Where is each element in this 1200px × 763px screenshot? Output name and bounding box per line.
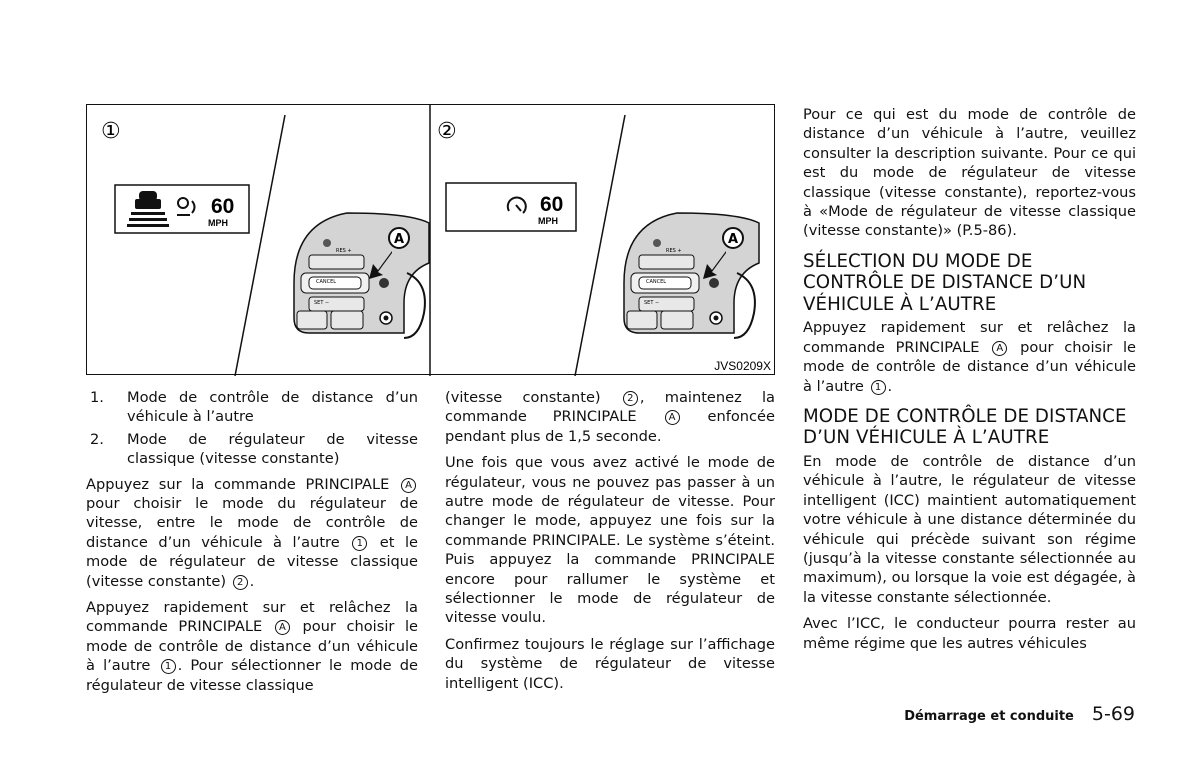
cancel-label-1: CANCEL: [316, 279, 337, 285]
steering-switch-1: [294, 213, 429, 338]
list-num: 1.: [90, 389, 104, 406]
marker-1: 1: [352, 536, 367, 551]
paragraph: En mode de contrôle de distance d’un véhicule à l’autre, le régulateur de vitesse intelligent (ICC) maintient automatiquement votre véhicule à une distance déterminée du véhicule qui précède suivant son régime (jusqu’à la vitesse constante sélectionnée au maximum), ou lorsque la voie est dégagée, à la vitesse constante sélectionnée.: [803, 452, 1136, 606]
column-3: [803, 105, 1136, 660]
section-heading: MODE DE CONTRÔLE DE DISTANCE D’UN VÉHICULE À L’AUTRE: [803, 405, 1127, 449]
paragraph: Une fois que vous avez activé le mode de régulateur, vous ne pouvez pas passer à un autre mode de régulateur de vitesse. Pour changer le mode, appuyez une fois sur la commande PRINCIPALE. Le système s’éteint. Puis appuyez la commande PRINCIPALE encore pour rallumer le système et sélectionner le mode de régulateur de vitesse voulu.: [445, 454, 775, 627]
paragraph: Appuyez rapidement sur et relâchez la commande PRINCIPALE A pour choisir le mode de contrôle de distance d’un véhicule à l’autre 1 .: [803, 319, 1137, 395]
display2-speed: 60: [540, 193, 564, 216]
paragraph: Avec l’ICC, le conducteur pourra rester au même régime que les autres véhicules: [803, 615, 1136, 652]
callout-a-1-label: A: [393, 232, 405, 247]
paragraph: Appuyez rapidement sur et relâchez la commande PRINCIPALE A pour choisir le mode de contrôle de distance d’un véhicule à l’autre 1 . Pour sélectionner le mode de régulateur de vitesse classique: [86, 599, 419, 694]
callout-a-marker: A: [275, 620, 290, 635]
callout-a-marker: A: [665, 410, 680, 425]
panel2-marker: ②: [437, 119, 457, 144]
column-1: [86, 388, 418, 702]
panel1-marker: ①: [101, 119, 121, 144]
section-name: Démarrage et conduite: [904, 709, 1074, 724]
set-label-1: SET −: [314, 300, 330, 306]
page-footer: [904, 703, 1135, 725]
cancel-label-2: CANCEL: [646, 279, 667, 285]
steering-switch-diagram: [87, 105, 776, 376]
display1-speed: 60: [211, 195, 235, 218]
list-item: [86, 388, 418, 427]
paragraph: Confirmez toujours le réglage sur l’affichage du système de régulateur de vitesse intelligent (ICC).: [445, 635, 775, 692]
marker-2: 2: [233, 575, 248, 590]
callout-a-2-label: A: [727, 232, 739, 247]
res-label-1: RES +: [336, 248, 352, 254]
res-label-2: RES +: [666, 248, 682, 254]
display1-unit: MPH: [208, 218, 228, 228]
figure-illustration: [86, 104, 775, 375]
list-num: 2.: [90, 430, 104, 448]
list-text: Mode de régulateur de vitesse classique (vitesse constante): [127, 430, 418, 468]
set-label-2: SET −: [644, 300, 660, 306]
figure-code: JVS0209X: [714, 359, 771, 373]
paragraph: Appuyez sur la commande PRINCIPALE A pour choisir le mode du régulateur de vitesse, entre le mode de contrôle de distance d’un véhicule à l’autre 1 et le mode de régulateur de vitesse classique (vitesse constante) 2 .: [86, 475, 419, 590]
column-2: [445, 388, 775, 700]
page-number: 5-69: [1091, 703, 1135, 725]
marker-1: 1: [871, 380, 886, 395]
marker-1: 1: [161, 659, 176, 674]
display2-unit: MPH: [538, 216, 558, 226]
list-item: [86, 430, 418, 469]
list-text: Mode de contrôle de distance d’un véhicule à l’autre: [127, 389, 418, 426]
paragraph: Pour ce qui est du mode de contrôle de distance d’un véhicule à l’autre, veuillez consulter la description suivante. Pour ce qui est du mode de régulateur de vitesse classique (vitesse constante), reportez-vous à «Mode de régulateur de vitesse classique (vitesse constante)» (P.5-86).: [803, 106, 1136, 240]
callout-a-marker: A: [401, 478, 416, 493]
paragraph: (vitesse constante) 2 , maintenez la commande PRINCIPALE A enfoncée pendant plus de 1,5 seconde.: [445, 389, 776, 445]
section-heading: SÉLECTION DU MODE DE CONTRÔLE DE DISTANCE D’UN VÉHICULE À L’AUTRE: [803, 250, 1087, 315]
callout-a-marker: A: [992, 341, 1007, 356]
marker-2: 2: [623, 391, 638, 406]
